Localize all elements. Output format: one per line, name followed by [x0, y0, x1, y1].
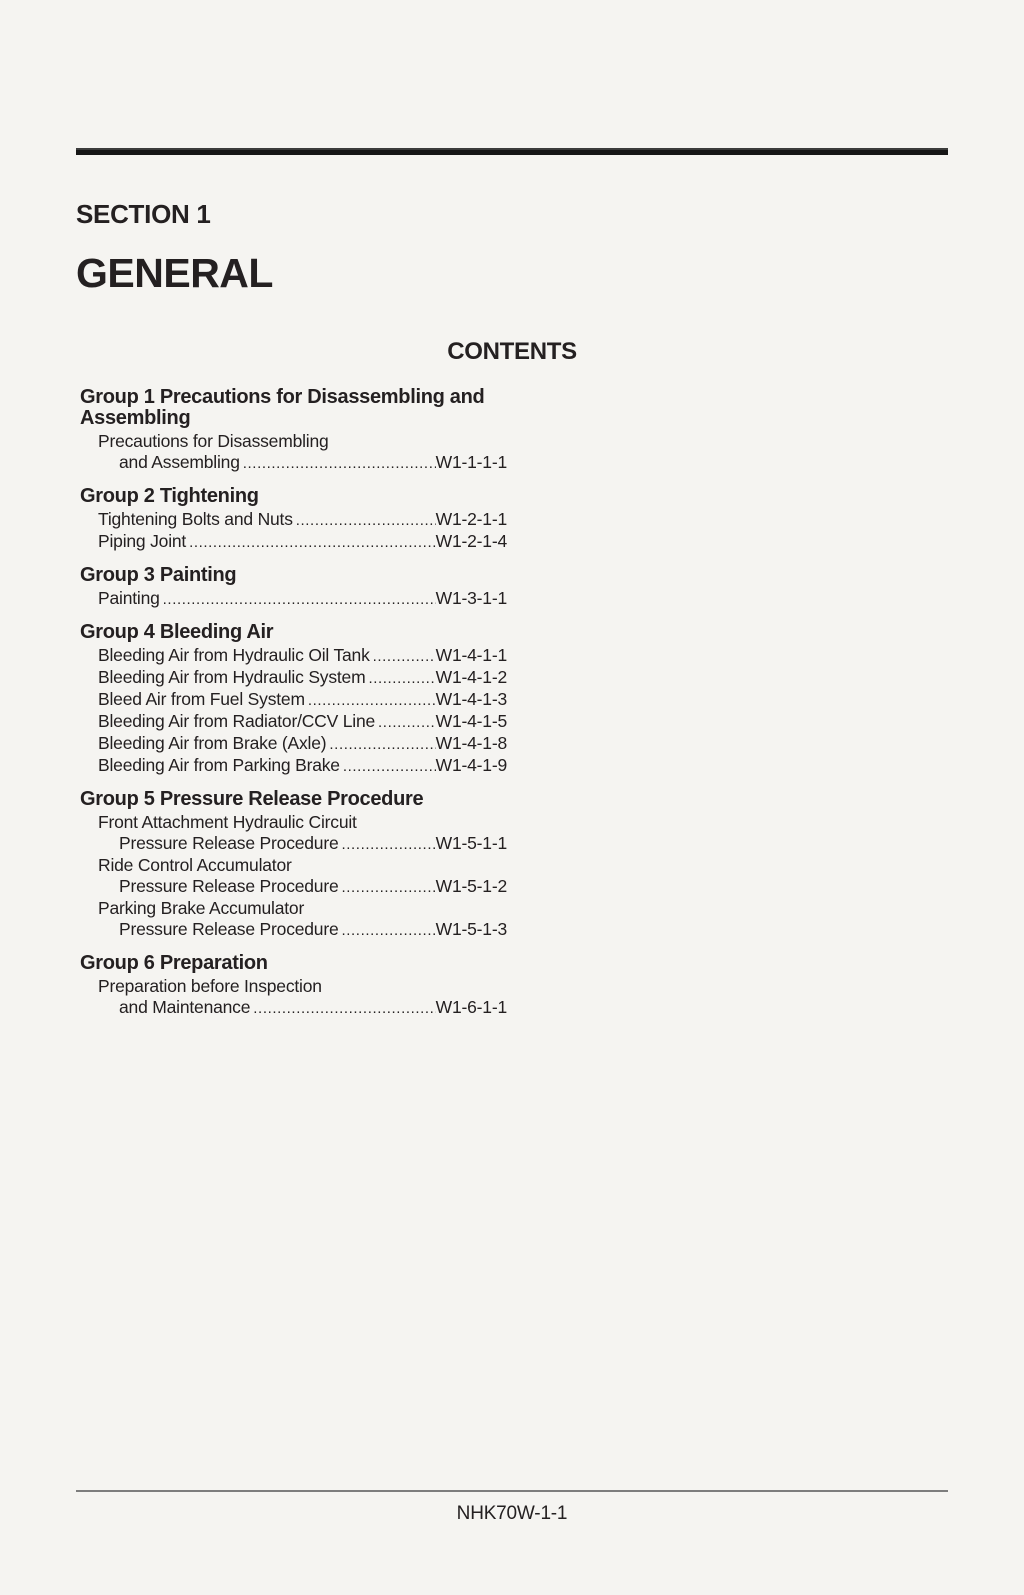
toc-entry-title: Pressure Release Procedure — [119, 919, 339, 939]
toc-group-heading-line: Group 1 Precautions for Disassembling and — [80, 386, 485, 408]
page-footer — [76, 1490, 948, 1525]
toc-group-heading — [80, 387, 507, 429]
toc-group — [80, 387, 507, 474]
toc-page-ref: W1-4-1-2 — [435, 667, 507, 687]
toc-leader-dots — [342, 876, 436, 898]
toc-group-heading — [80, 565, 507, 586]
toc-entry-title: Front Attachment Hydraulic Circuit — [98, 812, 357, 832]
toc-entry-title: Precautions for Disassembling — [98, 431, 329, 451]
toc-entry — [80, 733, 507, 755]
toc-page-ref: W1-2-1-4 — [435, 531, 507, 551]
toc-entry — [80, 689, 507, 711]
toc-entry — [80, 997, 507, 1019]
contents-heading: CONTENTS — [447, 338, 577, 365]
toc-page-ref: W1-4-1-8 — [435, 733, 507, 753]
toc-group-heading — [80, 789, 507, 810]
toc-group — [80, 565, 507, 610]
toc-group-heading-line: Group 3 Painting — [80, 564, 237, 586]
toc-group — [80, 486, 507, 553]
toc-page-ref: W1-4-1-5 — [435, 711, 507, 731]
page-code: NHK70W-1-1 — [456, 1503, 568, 1524]
toc-group — [80, 622, 507, 777]
toc-entry — [80, 833, 507, 855]
toc-group-heading-line: Group 5 Pressure Release Procedure — [80, 788, 424, 810]
toc-entry — [80, 531, 507, 553]
toc-entry-title: Painting — [98, 588, 160, 608]
toc-group-heading — [80, 622, 507, 643]
toc-entry-title: Bleeding Air from Hydraulic Oil Tank — [98, 645, 370, 665]
toc-page-ref: W1-4-1-3 — [435, 689, 507, 709]
toc-entry-title: Pressure Release Procedure — [119, 876, 339, 896]
toc-group — [80, 953, 507, 1019]
toc-entry — [80, 898, 507, 919]
toc-leader-dots — [243, 452, 436, 474]
toc-group-heading-line: Group 4 Bleeding Air — [80, 621, 274, 643]
section-label: SECTION 1 — [76, 199, 211, 229]
toc-leader-dots — [342, 833, 436, 855]
toc-entry — [80, 667, 507, 689]
toc-entry — [80, 452, 507, 474]
toc-leader-dots — [189, 531, 436, 553]
toc-page-ref: W1-5-1-3 — [435, 919, 507, 939]
toc-entry — [80, 711, 507, 733]
toc-group-heading — [80, 486, 507, 507]
toc-leader-dots — [296, 509, 436, 531]
toc-page-ref: W1-4-1-9 — [435, 755, 507, 775]
toc-page-ref: W1-5-1-2 — [435, 876, 507, 896]
footer-rule — [76, 1490, 948, 1492]
toc-entry — [80, 855, 507, 876]
toc-entry — [80, 812, 507, 833]
toc-entry — [80, 509, 507, 531]
toc-entry-title: and Assembling — [119, 452, 240, 472]
toc-entry — [80, 876, 507, 898]
toc-entry-title: Bleeding Air from Brake (Axle) — [98, 733, 327, 753]
toc-entry — [80, 645, 507, 667]
toc-entry-title: Bleeding Air from Parking Brake — [98, 755, 340, 775]
toc-leader-dots — [253, 997, 435, 1019]
toc-page-ref: W1-6-1-1 — [435, 997, 507, 1017]
toc-entry-title: Bleed Air from Fuel System — [98, 689, 305, 709]
header-double-rule — [76, 148, 948, 155]
toc-entry-title: and Maintenance — [119, 997, 251, 1017]
toc-leader-dots — [368, 667, 435, 689]
toc-entry — [80, 431, 507, 452]
toc-leader-dots — [378, 711, 436, 733]
toc-group-heading — [80, 953, 507, 974]
toc-leader-dots — [308, 689, 436, 711]
toc-group-heading-line: Group 6 Preparation — [80, 952, 268, 974]
toc-leader-dots — [329, 733, 435, 755]
toc-group-heading-line: Group 2 Tightening — [80, 485, 259, 507]
toc-page-ref: W1-3-1-1 — [435, 588, 507, 608]
toc-leader-dots — [163, 588, 436, 610]
toc-entry-title: Parking Brake Accumulator — [98, 898, 305, 918]
toc-entry-title: Piping Joint — [98, 531, 187, 551]
toc-leader-dots — [373, 645, 436, 667]
toc-leader-dots — [342, 919, 436, 941]
section-title: GENERAL — [76, 250, 273, 296]
toc-entry-title: Tightening Bolts and Nuts — [98, 509, 293, 529]
toc-page-ref: W1-5-1-1 — [435, 833, 507, 853]
toc-entry — [80, 976, 507, 997]
toc-entry-title: Bleeding Air from Hydraulic System — [98, 667, 366, 687]
table-of-contents — [80, 387, 507, 1019]
toc-entry — [80, 588, 507, 610]
toc-entry — [80, 919, 507, 941]
toc-group — [80, 789, 507, 941]
toc-entry-title: Preparation before Inspection — [98, 976, 322, 996]
toc-leader-dots — [343, 755, 436, 777]
toc-page-ref: W1-2-1-1 — [435, 509, 507, 529]
toc-entry-title: Ride Control Accumulator — [98, 855, 292, 875]
toc-entry-title: Bleeding Air from Radiator/CCV Line — [98, 711, 376, 731]
toc-page-ref: W1-4-1-1 — [435, 645, 507, 665]
toc-group-heading-line: Assembling — [80, 407, 191, 429]
toc-entry — [80, 755, 507, 777]
toc-entry-title: Pressure Release Procedure — [119, 833, 339, 853]
toc-page-ref: W1-1-1-1 — [435, 452, 507, 472]
manual-page — [0, 148, 1024, 1595]
